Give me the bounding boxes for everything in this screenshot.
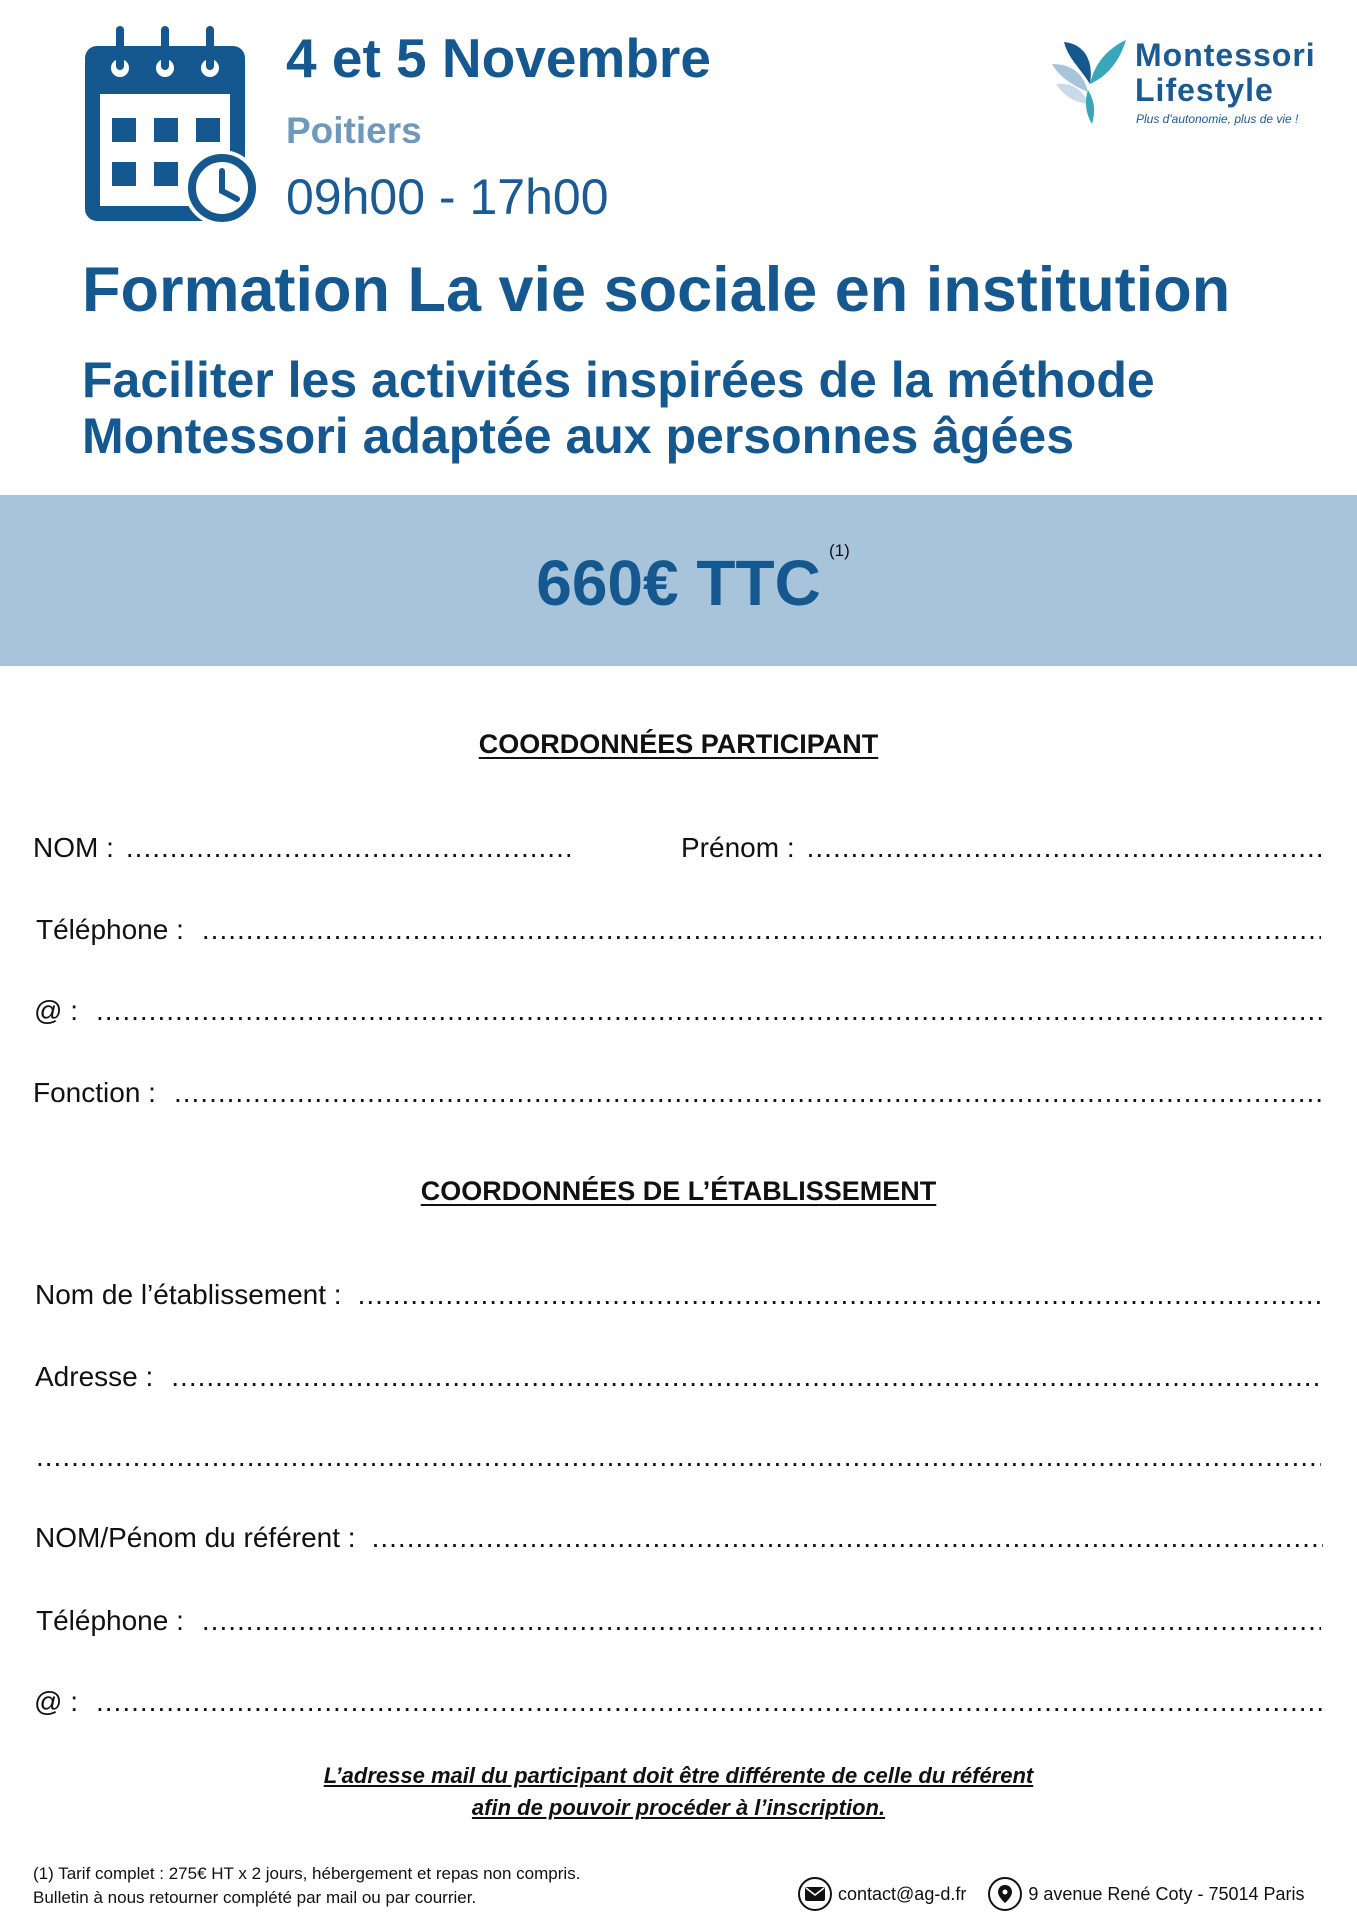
footnote — [33, 1862, 580, 1910]
contact-address: 9 avenue René Coty - 75014 Paris — [1028, 1883, 1305, 1904]
field-label: Fonction : — [33, 1077, 156, 1108]
fill-line[interactable] — [202, 1605, 1321, 1637]
location-pin-icon — [988, 1877, 1022, 1911]
field-label: Nom de l’établissement : — [35, 1279, 342, 1310]
fill-line[interactable] — [96, 1686, 1324, 1718]
field-adresse-line2[interactable] — [36, 1441, 1321, 1473]
fill-line[interactable] — [171, 1361, 1320, 1393]
event-city: Poitiers — [286, 110, 422, 151]
subtitle-line1: Faciliter les activités inspirées de la méthode — [82, 352, 1155, 408]
email-note — [0, 1760, 1357, 1824]
page-subtitle — [82, 352, 1155, 464]
field-nom-etablissement[interactable] — [35, 1279, 1323, 1311]
section-heading-etablissement: COORDONNÉES DE L’ÉTABLISSEMENT — [420, 1176, 937, 1206]
page-title: Formation La vie sociale en institution — [82, 255, 1231, 325]
field-nom[interactable] — [33, 832, 573, 864]
logo-tagline: Plus d'autonomie, plus de vie ! — [1136, 112, 1299, 126]
fill-line[interactable] — [96, 995, 1324, 1027]
brand-logo — [1050, 34, 1325, 134]
footnote-line1: (1) Tarif complet : 275€ HT x 2 jours, hébergement et repas non compris. — [33, 1864, 581, 1883]
field-fonction[interactable] — [33, 1077, 1323, 1109]
fill-line[interactable] — [126, 832, 573, 864]
field-label: @ : — [34, 1686, 78, 1717]
field-label: Prénom : — [681, 832, 795, 863]
field-label: NOM/Pénom du référent : — [35, 1522, 356, 1553]
fill-line[interactable] — [202, 914, 1321, 946]
bird-logo-icon — [1050, 34, 1128, 126]
fill-line[interactable] — [372, 1522, 1323, 1554]
fill-line[interactable] — [358, 1279, 1323, 1311]
fill-line[interactable] — [36, 1441, 1321, 1473]
event-date: 4 et 5 Novembre — [286, 27, 711, 89]
price: 660€ TTC — [536, 547, 821, 619]
field-label: NOM : — [33, 832, 114, 863]
footnote-line2: Bulletin à nous retourner complété par mail ou par courrier. — [33, 1888, 477, 1907]
note-line2: afin de pouvoir procéder à l’inscription. — [471, 1795, 886, 1820]
field-referent[interactable] — [35, 1522, 1323, 1554]
envelope-icon — [798, 1877, 832, 1911]
field-telephone[interactable] — [36, 914, 1321, 946]
field-telephone-etablissement[interactable] — [36, 1605, 1321, 1637]
calendar-clock-icon — [82, 26, 262, 228]
field-prenom[interactable] — [681, 832, 1321, 864]
contact-info — [798, 1877, 1305, 1911]
field-email[interactable] — [34, 995, 1324, 1027]
note-line1: L’adresse mail du participant doit être différente de celle du référent — [323, 1763, 1034, 1788]
logo-text-line2: Lifestyle — [1135, 72, 1274, 108]
logo-text-line1: Montessori — [1135, 37, 1316, 73]
field-adresse[interactable] — [35, 1361, 1320, 1393]
event-hours: 09h00 - 17h00 — [286, 169, 609, 225]
section-heading-participant: COORDONNÉES PARTICIPANT — [478, 729, 879, 759]
field-label: Adresse : — [35, 1361, 154, 1392]
fill-line[interactable] — [807, 832, 1321, 864]
contact-email[interactable]: contact@ag-d.fr — [838, 1883, 967, 1904]
field-label: @ : — [34, 995, 78, 1026]
field-email-etablissement[interactable] — [34, 1686, 1324, 1718]
field-label: Téléphone : — [36, 914, 184, 945]
price-footnote-ref: (1) — [829, 541, 850, 560]
fill-line[interactable] — [174, 1077, 1323, 1109]
subtitle-line2: Montessori adaptée aux personnes âgées — [82, 408, 1075, 464]
field-label: Téléphone : — [36, 1605, 184, 1636]
